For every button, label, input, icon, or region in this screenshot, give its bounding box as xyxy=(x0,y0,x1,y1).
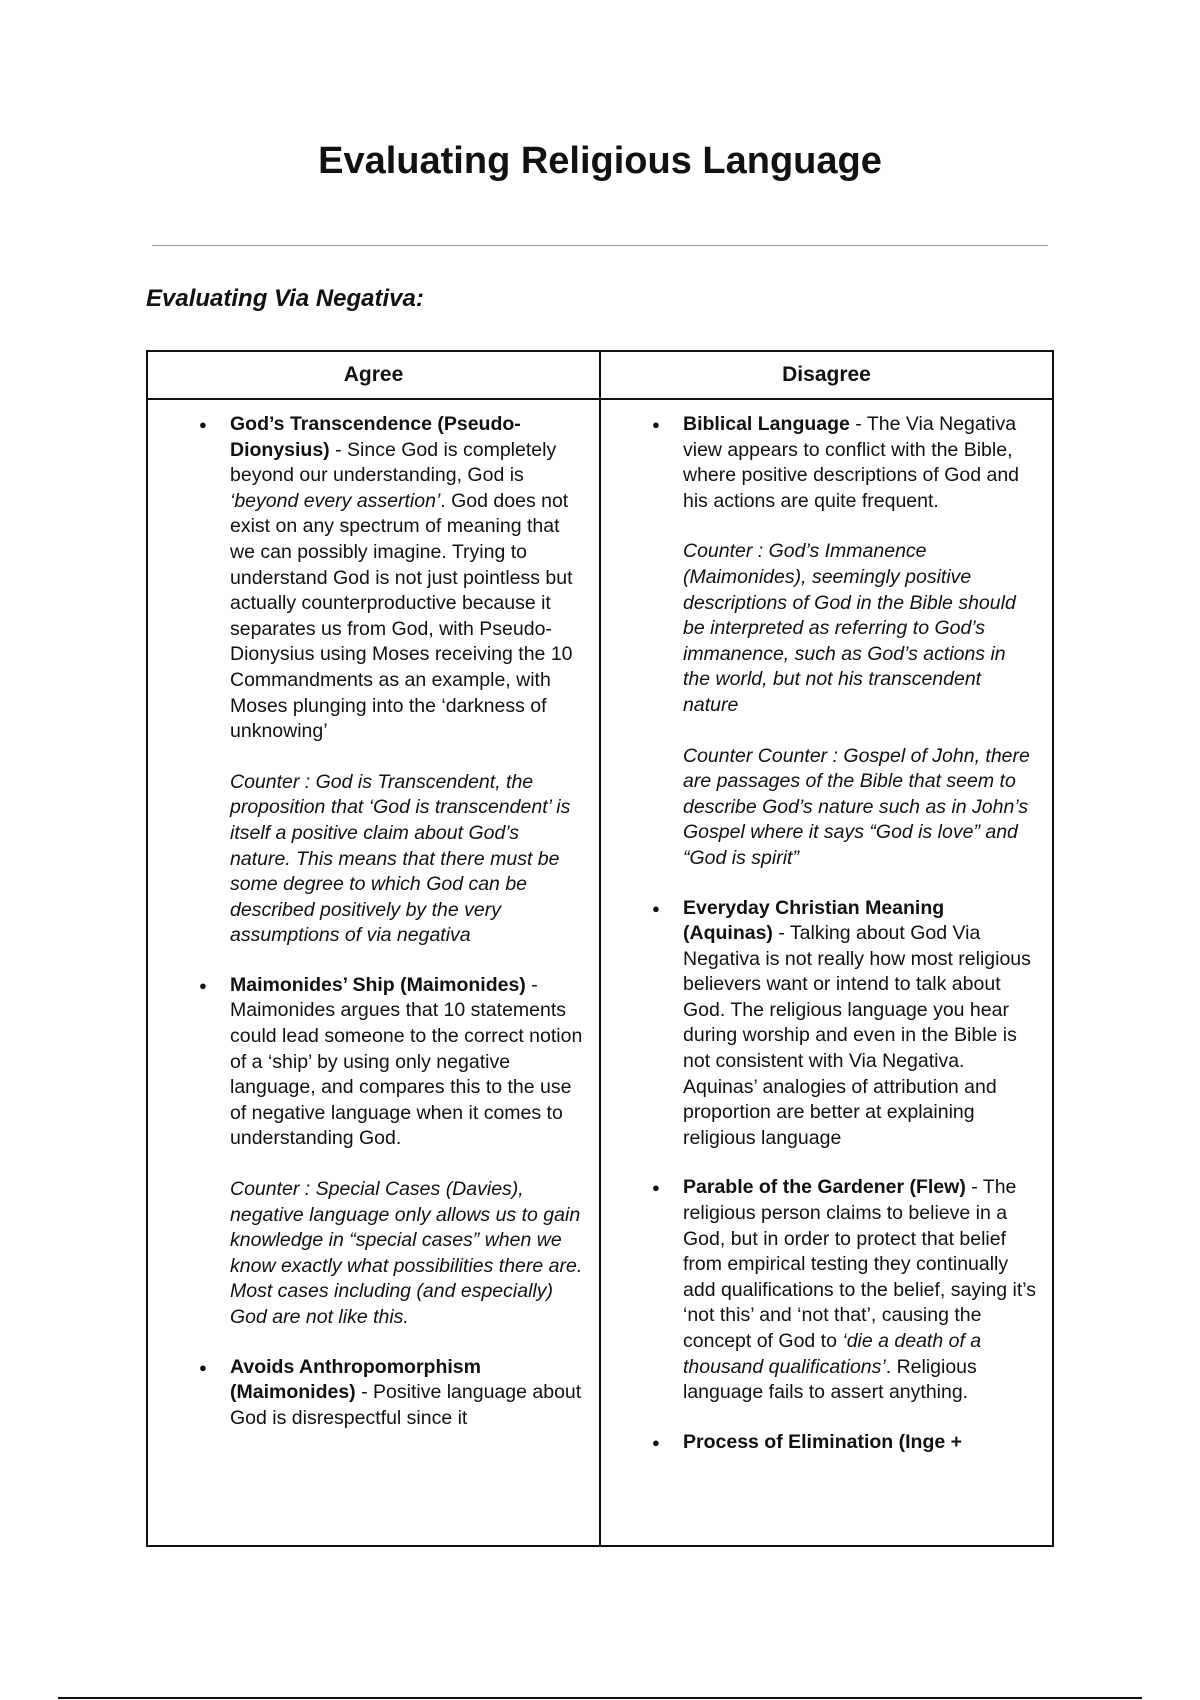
agree-point xyxy=(156,1355,585,1432)
point-text: - The religious person claims to believe in a God, but in order to protect that belief from empirical testing they continually add qualifications to the belief, saying it’s ‘not this’ and ‘not that’, causing the concept of God to xyxy=(683,1176,1037,1352)
point-text: - The Via Negativa view appears to conflict with the Bible, where positive descriptions of God and his actions are quite frequent. xyxy=(683,413,1020,512)
point-title: Maimonides’ Ship (Maimonides) xyxy=(230,973,526,996)
point-title: Avoids Anthropomorphism (Maimonides) xyxy=(230,1355,481,1404)
point-quote: ‘beyond every assertion’ xyxy=(230,489,441,512)
point-text-continued: . Religious language fails to assert anything. xyxy=(683,1355,977,1404)
point-text: - Maimonides argues that 10 statements could lead someone to the correct notion of a ‘ship’ by using only negative language, and compares this to the use of negative language when it comes to understanding God. xyxy=(230,973,583,1150)
disagree-point xyxy=(609,1175,1038,1405)
agree-column xyxy=(148,400,599,1545)
counter-argument: Counter : God’s Immanence (Maimonides), seemingly positive descriptions of God in the Bible should be interpreted as referring to God’s immanence, such as God’s actions in the world, but not his transcendent nature xyxy=(683,540,1016,716)
point-text: - Since God is completely beyond our understanding, God is xyxy=(230,438,557,487)
point-title: Parable of the Gardener (Flew) xyxy=(683,1176,966,1199)
evaluation-table xyxy=(146,350,1054,1547)
counter-counter-argument: Counter Counter : Gospel of John, there are passages of the Bible that seem to describe God’s nature such as in John’s Gospel where it says “God is love” and “God is spirit” xyxy=(683,744,1030,869)
agree-list xyxy=(156,412,585,1431)
point-text: - Talking about God Via Negativa is not really how most religious believers want or intend to talk about God. The religious language you hear during worship and even in the Bible is not consistent with Via Negativa. Aquinas’ analogies of attribution and proportion are better at explaining religious language xyxy=(683,922,1031,1149)
title-divider xyxy=(152,245,1048,246)
disagree-point xyxy=(609,1430,1038,1456)
point-title: God’s Transcendence (Pseudo-Dionysius) xyxy=(230,413,521,461)
disagree-column-header: Disagree xyxy=(599,352,1052,398)
point-text-continued: . God does not exist on any spectrum of meaning that we can possibly imagine. Trying to understand God is not just pointless but actually counterproductive because it separates us from God, with Pseudo-Dionysius using Moses receiving the 10 Commandments as an example, with Moses plunging into the ‘darkness of unknowing’ xyxy=(230,489,573,743)
agree-column-header: Agree xyxy=(343,363,404,386)
disagree-point xyxy=(609,896,1038,1152)
disagree-column xyxy=(599,400,1052,1545)
page-title: Evaluating Religious Language xyxy=(318,140,882,182)
page-bottom-rule xyxy=(58,1697,1142,1699)
agree-point xyxy=(156,973,585,1331)
point-text: - Positive language about God is disrespectful since it xyxy=(230,1381,582,1429)
counter-argument: Counter : God is Transcendent, the proposition that ‘God is transcendent’ is itself a positive claim about God’s nature. This means that there must be some degree to which God can be described positively by the very assumptions of via negativa xyxy=(230,770,571,947)
disagree-list xyxy=(609,412,1038,1455)
point-title: Process of Elimination (Inge + xyxy=(683,1430,963,1453)
table-body-row xyxy=(148,400,1052,1545)
point-title: Everyday Christian Meaning (Aquinas) xyxy=(683,896,945,945)
point-quote: ‘die a death of a thousand qualifications’ xyxy=(683,1330,982,1378)
counter-argument: Counter : Special Cases (Davies), negative language only allows us to gain knowledge in “special cases” when we know exactly what possibilities there are. Most cases including (and especially) God are not like this. xyxy=(230,1178,583,1328)
section-heading: Evaluating Via Negativa: xyxy=(146,285,424,312)
agree-point xyxy=(156,412,585,949)
point-title: Biblical Language xyxy=(683,413,850,435)
table-header-row xyxy=(148,352,1052,400)
disagree-point xyxy=(609,412,1038,872)
